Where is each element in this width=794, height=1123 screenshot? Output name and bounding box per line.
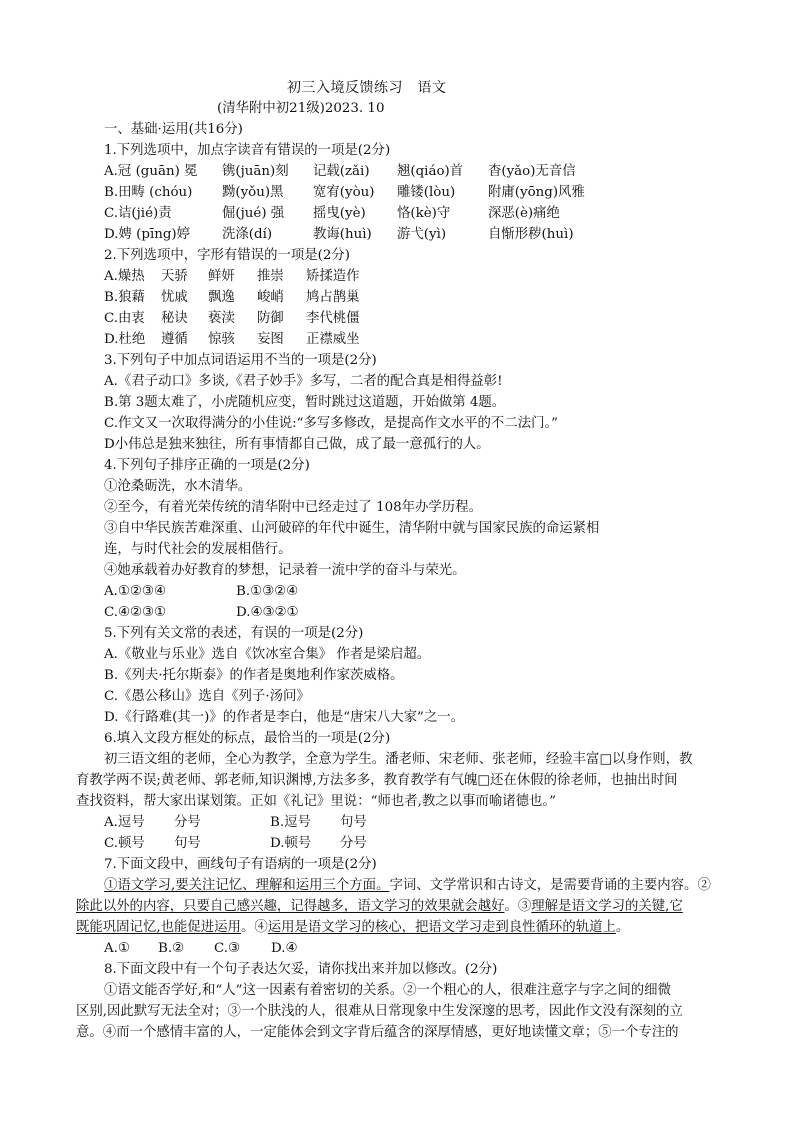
q2-row-c-col5: 李代桃僵 (306, 311, 360, 326)
q6-option-a-label: A.逗号 (104, 815, 145, 830)
q8-passage-line-1: ①语文能否学好,和“人”这一因素有着密切的关系。②一个粗心的人，很难注意字与字之间的细微 (104, 983, 671, 998)
q2-row-a-col2: 天骄 (161, 269, 188, 284)
q1-row-b-col1: B.田畴 (chóu) (104, 185, 193, 200)
q2-row-d-col5: 正襟威坐 (306, 332, 360, 347)
q7-stem: 7.下面文段中，画线句子有语病的一项是(2分) (104, 857, 377, 872)
exam-subtitle: (清华附中初21级)2023. 10 (217, 101, 385, 116)
q4-option-d: D.④③②① (236, 605, 299, 620)
q4-sentence-2: ②至今，有着光荣传统的清华附中已经走过了 108年办学历程。 (104, 500, 482, 515)
q6-option-d-value: 分号 (340, 836, 367, 851)
q2-row-a-col3: 鲜妍 (208, 269, 235, 284)
q6-passage-line-3: 查找资料，帮大家出谋划策。正如《礼记》里说：“师也者,教之以事而喻诸德也。” (76, 794, 556, 809)
q7-underlined-sentence-3: 理解是语文学习的关键,它 (531, 899, 683, 914)
q2-row-a-col4: 推崇 (257, 269, 284, 284)
q7-passage-line-1 (104, 876, 711, 896)
q1-row-a-col2: 镌(juān)刻 (222, 164, 289, 179)
q6-passage-line-2: 育教学两不误;黄老师、郭老师,知识渊博,方法多多，教育教学有气魄□还在休假的徐老师，也抽出时间 (76, 773, 678, 788)
section-heading: 一、基础·运用(共16分) (104, 122, 243, 137)
q2-row-b-col4: 峻峭 (257, 290, 284, 305)
q2-row-d-col3: 惊骇 (208, 332, 235, 347)
q5-option-a: A.《敬业与乐业》选自《饮冰室合集》 作者是梁启超。 (104, 647, 431, 662)
q3-option-b: B.第 3题太难了，小虎随机应变，暂时跳过这道题，开始做第 4题。 (104, 395, 506, 410)
q2-row-c-col2: 秘诀 (161, 311, 188, 326)
q7-underlined-sentence-4: 运用是语文学习的核心，把语文学习走到良性循环的轨道上 (267, 920, 616, 935)
q7-plain-text: 。 (615, 920, 630, 935)
q1-row-a-col1: A.冠 (guān) 冕 (104, 164, 198, 179)
q1-row-c-col1: C.诘(jié)责 (104, 206, 172, 221)
q7-underlined-sentence-1: ①语文学习,要关注记忆、理解和运用三个方面。 (104, 878, 390, 893)
q7-option-b: B.② (158, 941, 185, 956)
q7-passage-line-3 (76, 918, 629, 938)
q4-stem: 4.下列句子排序正确的一项是(2分) (104, 458, 310, 473)
q1-row-b-col5: 附庸(yōng)风雅 (488, 185, 585, 200)
q1-row-d-col3: 教诲(huì) (313, 227, 372, 242)
q2-row-b-col2: 忧戚 (161, 290, 188, 305)
q2-row-d-col2: 遵循 (161, 332, 188, 347)
q1-row-d-col5: 自惭形秽(huì) (488, 227, 574, 242)
q1-stem: 1.下列选项中，加点字读音有错误的一项是(2分) (104, 143, 391, 158)
q3-option-c: C.作文又一次取得满分的小佳说:“多写多修改，是提高作文水平的不二法门。” (104, 416, 559, 431)
q2-row-a-col1: A.燥热 (104, 269, 145, 284)
q2-row-b-col5: 鸠占鹊巢 (306, 290, 360, 305)
q6-option-c-label: C.顿号 (104, 836, 145, 851)
q2-row-d-col4: 妄图 (257, 332, 284, 347)
q7-option-a: A.① (104, 941, 130, 956)
q1-row-a-col4: 翘(qiáo)首 (397, 164, 464, 179)
q5-option-d: D.《行路难(其一)》的作者是李白，他是“唐宋八大家”之一。 (104, 710, 465, 725)
q2-row-c-col1: C.由衷 (104, 311, 145, 326)
q4-sentence-1: ①沧桑砺洗，水木清华。 (104, 479, 252, 494)
q3-stem: 3.下列句子中加点词语运用不当的一项是(2分) (104, 353, 377, 368)
q1-row-c-col4: 恪(kè)守 (397, 206, 451, 221)
q6-stem: 6.填入文段方框处的标点，最恰当的一项是(2分) (104, 731, 391, 746)
q1-row-c-col5: 深恶(è)痛绝 (488, 206, 560, 221)
q1-row-a-col3: 记载(zǎi) (313, 164, 370, 179)
q6-passage-line-1: 初三语文组的老师，全心为教学，全意为学生。潘老师、宋老师、张老师，经验丰富□以身作则，教 (104, 752, 693, 767)
q5-stem: 5.下列有关文常的表述，有误的一项是(2分) (104, 626, 364, 641)
q7-underlined-sentence-2: 除此以外的内容，只要自己感兴趣，记得越多，语文学习的效果就会越好 (76, 899, 505, 914)
q1-row-b-col3: 宽宥(yòu) (313, 185, 375, 200)
q6-option-c-value: 句号 (174, 836, 201, 851)
q6-option-b-value: 句号 (340, 815, 367, 830)
q3-option-a: A.《君子动口》多谈,《君子妙手》多写，二者的配合真是相得益彰! (104, 374, 503, 389)
q1-row-a-col5: 杳(yǎo)无音信 (488, 164, 576, 179)
q1-row-d-col2: 洗涤(dí) (222, 227, 273, 242)
q4-sentence-3: ③自中华民族苦难深重、山河破碎的年代中诞生，清华附中就与国家民族的命运紧相 (104, 521, 600, 536)
q3-option-d: D小伟总是独来独往，所有事情都自己做，成了最一意孤行的人。 (104, 437, 490, 452)
q6-option-a-value: 分号 (174, 815, 201, 830)
q1-row-b-col2: 黝(yǒu)黑 (222, 185, 284, 200)
q4-sentence-4: ④她承载着办好教育的梦想，记录着一流中学的奋斗与荣光。 (104, 563, 466, 578)
q1-row-b-col4: 雕镂(lòu) (397, 185, 456, 200)
q7-plain-text: 字词、文学常识和古诗文，是需要背诵的主要内容。② (389, 878, 711, 893)
q2-row-c-col4: 防御 (257, 311, 284, 326)
q2-row-d-col1: D.杜绝 (104, 332, 146, 347)
q7-option-d: D.④ (271, 941, 298, 956)
q2-row-c-col3: 亵渎 (208, 311, 235, 326)
q2-row-b-col1: B.狼藉 (104, 290, 145, 305)
q8-passage-line-2: 区别,因此默写无法全对；③一个肤浅的人，很难从日常现象中生发深邃的思考，因此作文没有深刻的立 (76, 1004, 683, 1019)
q7-plain-text: 。④ (240, 920, 268, 935)
q2-row-a-col5: 矫揉造作 (306, 269, 360, 284)
q8-stem: 8.下面文段中有一个句子表达欠妥，请你找出来并加以修改。(2分) (104, 962, 498, 977)
q6-option-b-label: B.逗号 (270, 815, 311, 830)
q2-stem: 2.下列选项中，字形有错误的一项是(2分) (104, 248, 350, 263)
q1-row-d-col1: D.娉 (pīng)婷 (104, 227, 191, 242)
q5-option-c: C.《愚公移山》选自《列子·汤问》 (104, 689, 310, 704)
q7-passage-line-2 (76, 897, 683, 917)
q8-passage-line-3: 意。④而一个感情丰富的人，一定能体会到文字背后蕴含的深厚情感，更好地读懂文章；⑤一个专注的 (76, 1025, 679, 1040)
exam-title: 初三入境反馈练习 语文 (287, 80, 447, 96)
q6-option-d-label: D.顿号 (270, 836, 312, 851)
q5-option-b: B.《列夫·托尔斯泰》的作者是奥地利作家茨威格。 (104, 668, 404, 683)
q1-row-c-col3: 摇曳(yè) (313, 206, 366, 221)
q7-underlined-sentence-3-cont: 既能巩固记忆,也能促进运用 (76, 920, 241, 935)
q7-plain-text: 。③ (504, 899, 532, 914)
q4-option-c: C.④②③① (104, 605, 167, 620)
q2-row-b-col3: 飘逸 (208, 290, 235, 305)
q7-option-c: C.③ (214, 941, 241, 956)
q4-option-a: A.①②③④ (104, 584, 166, 599)
q4-option-b: B.①③②④ (236, 584, 299, 599)
q1-row-c-col2: 倔(jué) 强 (222, 206, 285, 221)
q4-sentence-3-cont: 连，与时代社会的发展相偕行。 (104, 542, 292, 557)
q1-row-d-col4: 游弋(yì) (397, 227, 447, 242)
